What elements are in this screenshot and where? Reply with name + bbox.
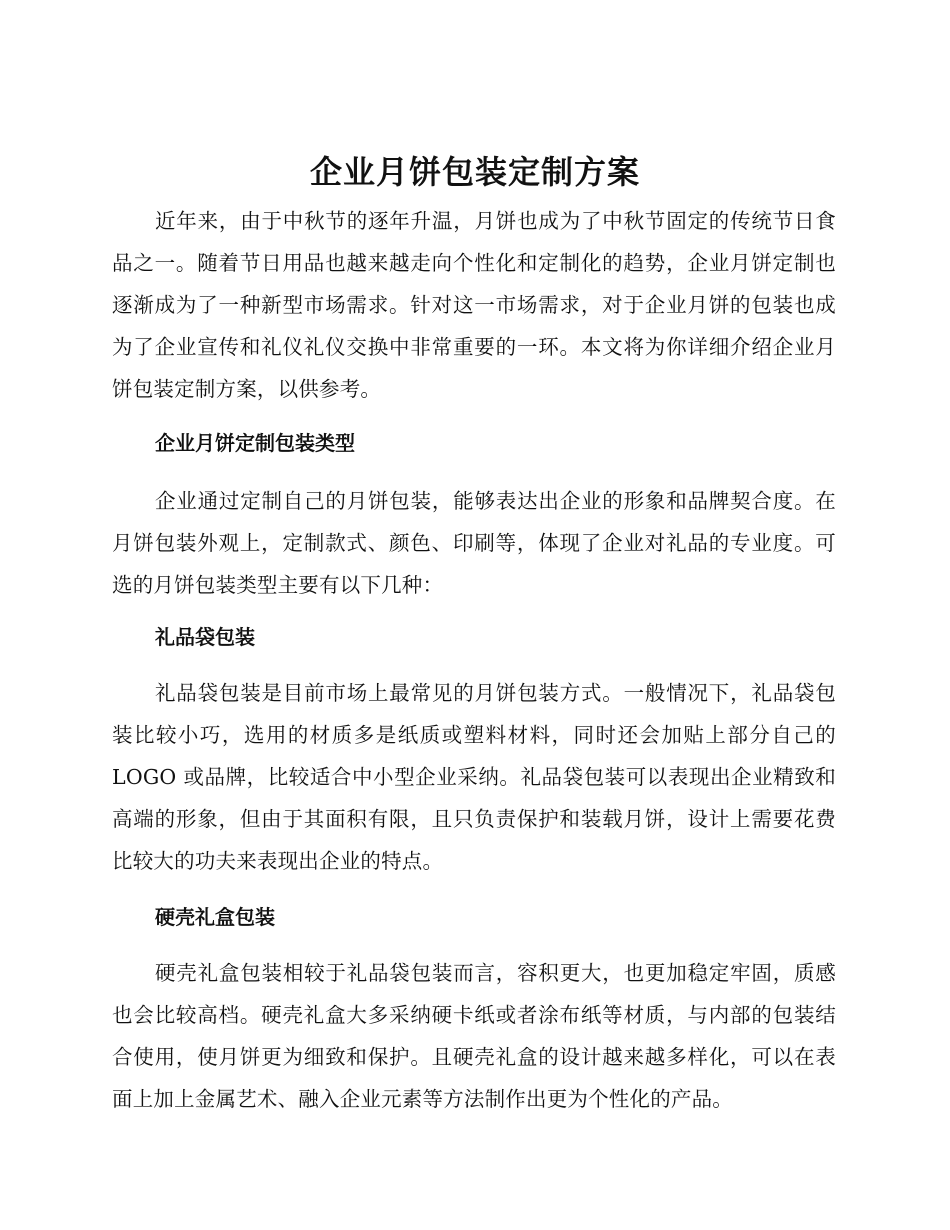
section-heading-gift-bag: 礼品袋包装	[155, 625, 255, 649]
document-title: 企业月饼包装定制方案	[309, 153, 640, 191]
section-body-gift-bag: 礼品袋包装是目前市场上最常见的月饼包装方式。一般情况下，礼品袋包装比较小巧，选用的材质多是纸质或塑料材料，同时还会加贴上部分自己的 LOGO 或品牌，比较适合中小型企业采纳。礼品袋包装可以表现出企业精致和高端的形象，但由于其面积有限，且只负责保护和装载月饼，设计上需要花费比较大的功夫来表现出企业的特点。	[112, 681, 836, 873]
section-heading-hard-gift-box: 硬壳礼盒包装	[155, 905, 275, 929]
section-body-package-types: 企业通过定制自己的月饼包装，能够表达出企业的形象和品牌契合度。在月饼包装外观上，定制款式、颜色、印刷等，体现了企业对礼品的专业度。可选的月饼包装类型主要有以下几种：	[112, 489, 836, 597]
section-body-hard-gift-box: 硬壳礼盒包装相较于礼品袋包装而言，容积更大，也更加稳定牢固，质感也会比较高档。硬壳礼盒大多采纳硬卡纸或者涂布纸等材质，与内部的包装结合使用，使月饼更为细致和保护。且硬壳礼盒的设计越来越多样化，可以在表面上加上金属艺术、融入企业元素等方法制作出更为个性化的产品。	[112, 961, 836, 1111]
intro-paragraph: 近年来，由于中秋节的逐年升温，月饼也成为了中秋节固定的传统节日食品之一。随着节日用品也越来越走向个性化和定制化的趋势，企业月饼定制也逐渐成为了一种新型市场需求。针对这一市场需求，对于企业月饼的包装也成为了企业宣传和礼仪礼仪交换中非常重要的一环。本文将为你详细介绍企业月饼包装定制方案，以供参考。	[112, 209, 836, 401]
section-heading-package-types: 企业月饼定制包装类型	[155, 431, 355, 455]
